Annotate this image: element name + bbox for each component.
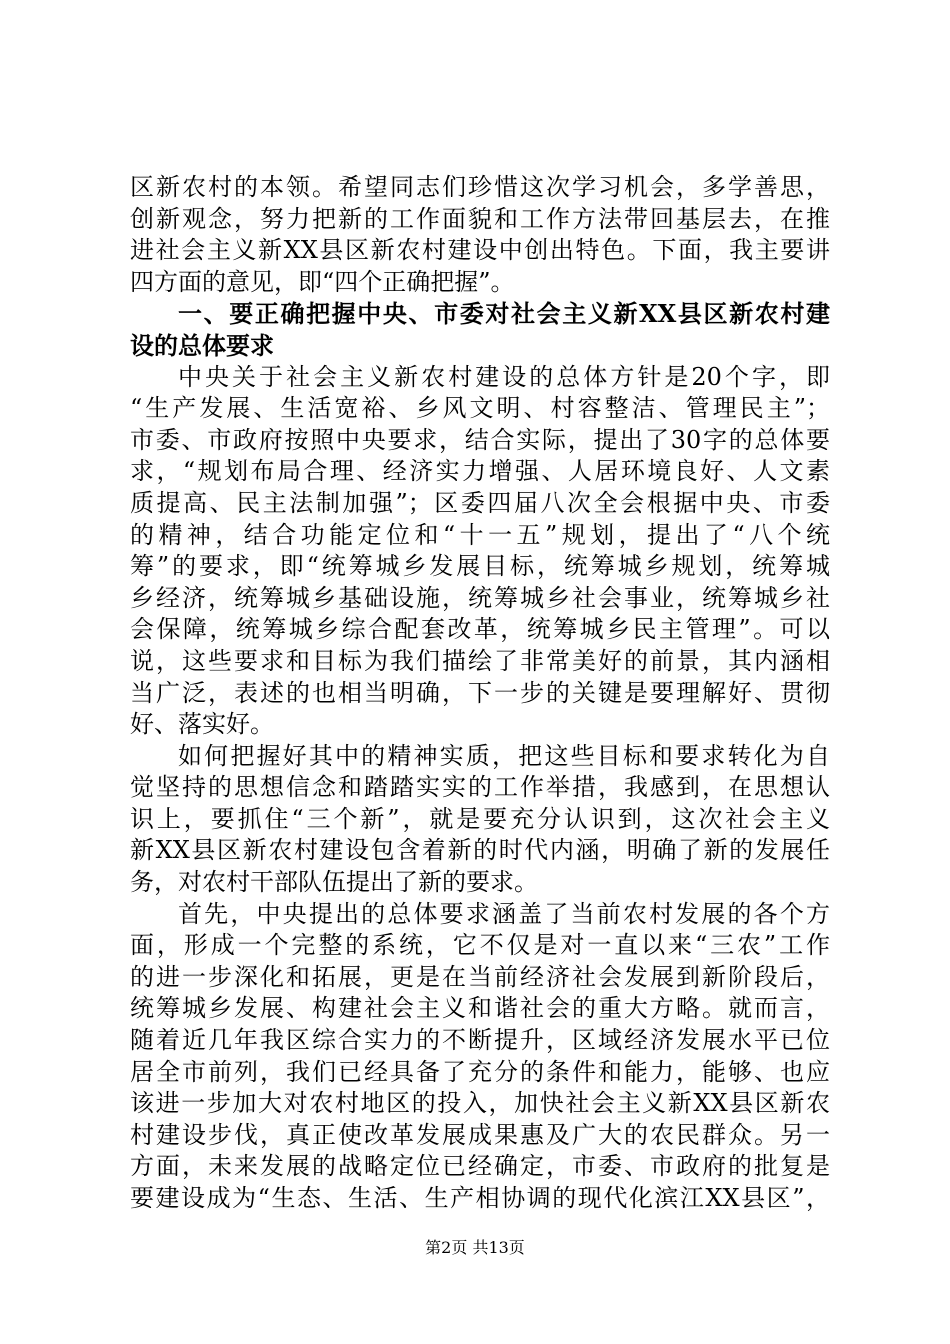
paragraph-line: 统筹城乡发展、构建社会主义和谐社会的重大方略。就而言， xyxy=(130,994,830,1023)
section-heading-line: 一、要正确把握中央、市委对社会主义新XX县区新农村建 xyxy=(178,299,830,329)
paragraph-line: 如何把握好其中的精神实质，把这些目标和要求转化为自 xyxy=(178,741,830,770)
paragraph-line: 村建设步伐，真正使改革发展成果惠及广大的农民群众。另一 xyxy=(130,1120,830,1149)
paragraph-line: 的进一步深化和拓展，更是在当前经济社会发展到新阶段后， xyxy=(130,962,830,991)
paragraph-line: “生产发展、生活宽裕、乡风文明、村容整洁、管理民主”； xyxy=(130,394,830,423)
page-footer: 第2页 共13页 xyxy=(425,1238,525,1257)
paragraph-line: 该进一步加大对农村地区的投入，加快社会主义新XX县区新农 xyxy=(130,1089,830,1118)
paragraph-line: 创新观念，努力把新的工作面貌和工作方法带回基层去，在推 xyxy=(130,204,830,233)
paragraph-line: 随着近几年我区综合实力的不断提升，区域经济发展水平已位 xyxy=(130,1026,830,1055)
paragraph-line: 的精神，结合功能定位和“十一五”规划，提出了“八个统 xyxy=(130,520,830,549)
paragraph-line: 方面，未来发展的战略定位已经确定，市委、市政府的批复是 xyxy=(130,1152,830,1181)
paragraph-line: 四方面的意见，即“四个正确把握”。 xyxy=(130,267,515,296)
paragraph-line: 要建设成为“生态、生活、生产相协调的现代化滨江XX县区”， xyxy=(130,1184,830,1212)
paragraph-line: 会保障，统筹城乡综合配套改革，统筹城乡民主管理”。可以 xyxy=(130,615,830,644)
paragraph-line: 进社会主义新XX县区新农村建设中创出特色。下面，我主要讲 xyxy=(130,236,830,265)
paragraph-line: 好、落实好。 xyxy=(130,710,274,739)
paragraph-line: 新XX县区新农村建设包含着新的时代内涵，明确了新的发展任 xyxy=(130,836,830,865)
section-heading-line: 设的总体要求 xyxy=(130,330,274,360)
document-body xyxy=(130,172,830,1215)
paragraph-line: 当广泛，表述的也相当明确，下一步的关键是要理解好、贯彻 xyxy=(130,678,830,707)
paragraph-line: 面，形成一个完整的系统，它不仅是对一直以来“三农”工作 xyxy=(130,931,830,960)
paragraph-line: 说，这些要求和目标为我们描绘了非常美好的前景，其内涵相 xyxy=(130,646,830,675)
paragraph-line: 区新农村的本领。希望同志们珍惜这次学习机会，多学善思， xyxy=(130,173,830,201)
paragraph-line: 求，“规划布局合理、经济实力增强、人居环境良好、人文素 xyxy=(130,457,830,486)
paragraph-line: 务，对农村干部队伍提出了新的要求。 xyxy=(130,868,538,897)
paragraph-line: 乡经济，统筹城乡基础设施，统筹城乡社会事业，统筹城乡社 xyxy=(130,583,830,612)
paragraph-line: 首先，中央提出的总体要求涵盖了当前农村发展的各个方 xyxy=(178,899,830,928)
paragraph-line: 居全市前列，我们已经具备了充分的条件和能力，能够、也应 xyxy=(130,1057,830,1086)
paragraph-line: 筹”的要求，即“统筹城乡发展目标，统筹城乡规划，统筹城 xyxy=(130,552,830,581)
paragraph-line: 中央关于社会主义新农村建设的总体方针是20个字，即 xyxy=(178,362,830,391)
paragraph-line: 觉坚持的思想信念和踏踏实实的工作举措，我感到，在思想认 xyxy=(130,773,830,802)
paragraph-line: 识上，要抓住“三个新”，就是要充分认识到，这次社会主义 xyxy=(130,804,830,833)
paragraph-line: 质提高、民主法制加强”；区委四届八次全会根据中央、市委 xyxy=(130,488,830,517)
paragraph-line: 市委、市政府按照中央要求，结合实际，提出了30字的总体要 xyxy=(130,425,830,454)
